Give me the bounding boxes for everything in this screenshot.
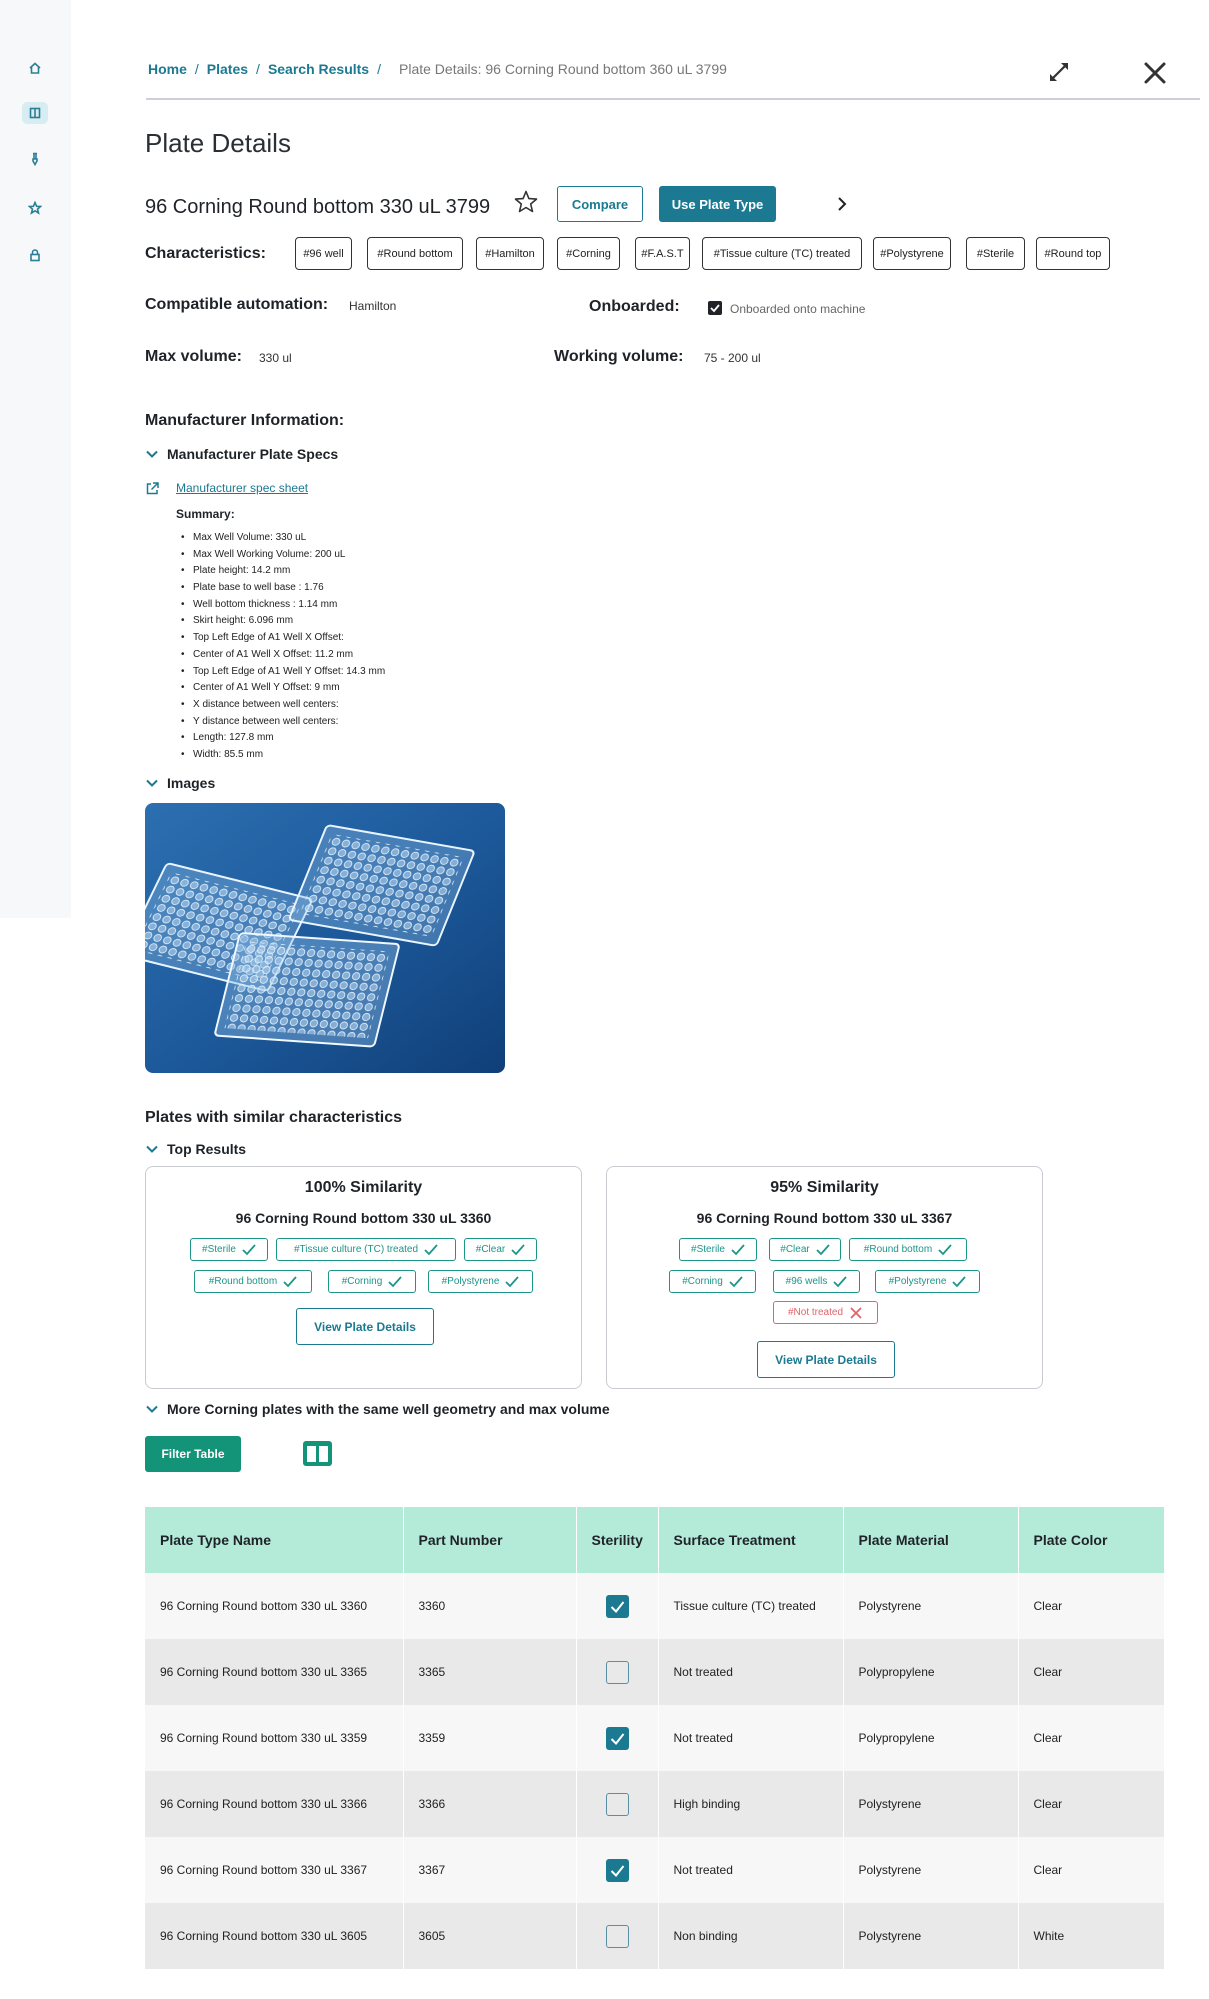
- check-icon: [242, 1244, 256, 1256]
- check-icon: [505, 1276, 519, 1288]
- characteristic-tag[interactable]: #Sterile: [966, 237, 1025, 270]
- column-header-plate-color[interactable]: Plate Color: [1018, 1507, 1165, 1573]
- cell-sterility: [576, 1837, 658, 1903]
- match-tag: [875, 1270, 980, 1293]
- cell-plate-name: 96 Corning Round bottom 330 uL 3365: [145, 1639, 403, 1705]
- sterility-checkbox[interactable]: [606, 1595, 629, 1618]
- match-tag: [276, 1238, 456, 1261]
- chevron-right-icon[interactable]: [833, 195, 851, 213]
- cell-part-number: 3367: [403, 1837, 576, 1903]
- columns-view-icon[interactable]: [302, 1440, 333, 1467]
- sterility-checkbox[interactable]: [606, 1925, 629, 1948]
- breadcrumb-separator: /: [377, 61, 381, 77]
- onboarded-value: Onboarded onto machine: [730, 302, 866, 316]
- external-link-icon: [145, 481, 160, 496]
- compatible-automation-value: Hamilton: [349, 299, 397, 313]
- match-tag-label: #Polystyrene: [888, 1276, 947, 1287]
- cell-surface-treatment: Tissue culture (TC) treated: [658, 1573, 843, 1639]
- cell-plate-color: Clear: [1018, 1639, 1165, 1705]
- summary-item: • Max Well Working Volume: 200 uL: [181, 547, 385, 564]
- compare-button[interactable]: Compare: [557, 186, 643, 222]
- manufacturer-specs-label: Manufacturer Plate Specs: [167, 446, 339, 462]
- use-plate-type-button[interactable]: Use Plate Type: [659, 186, 776, 222]
- cell-plate-name: 96 Corning Round bottom 330 uL 3359: [145, 1705, 403, 1771]
- cell-part-number: 3366: [403, 1771, 576, 1837]
- cell-plate-color: Clear: [1018, 1837, 1165, 1903]
- cell-plate-color: Clear: [1018, 1705, 1165, 1771]
- cell-plate-material: Polypropylene: [843, 1705, 1018, 1771]
- mismatch-tag-label: #Not treated: [787, 1307, 844, 1318]
- summary-title: Summary:: [176, 507, 235, 521]
- chevron-down-icon: [145, 447, 159, 461]
- summary-item: • X distance between well centers:: [181, 697, 385, 714]
- table-row[interactable]: [145, 1837, 1165, 1903]
- breadcrumb-search-results[interactable]: Search Results: [267, 61, 370, 77]
- match-tag: [190, 1238, 268, 1261]
- characteristics-label: Characteristics:: [145, 245, 266, 262]
- check-icon: [731, 1244, 745, 1256]
- table-row[interactable]: [145, 1705, 1165, 1771]
- summary-item: • Plate base to well base : 1.76: [181, 580, 385, 597]
- check-icon: [388, 1276, 402, 1288]
- sterility-checkbox[interactable]: [606, 1793, 629, 1816]
- onboarded-checkbox[interactable]: [708, 301, 722, 315]
- pipette-icon[interactable]: [22, 148, 48, 170]
- lock-icon[interactable]: [22, 244, 48, 266]
- chevron-down-icon: [145, 1402, 159, 1416]
- manufacturer-specs-toggle[interactable]: [145, 446, 338, 462]
- mismatch-tag: [773, 1301, 878, 1324]
- sterility-checkbox[interactable]: [606, 1661, 629, 1684]
- breadcrumb-separator: /: [194, 61, 199, 77]
- breadcrumb-plates[interactable]: Plates: [206, 61, 249, 77]
- similar-plate-name: 96 Corning Round bottom 330 uL 3360: [235, 1210, 492, 1226]
- cell-plate-material: Polystyrene: [843, 1771, 1018, 1837]
- home-icon[interactable]: [22, 57, 48, 79]
- close-icon[interactable]: [1142, 60, 1168, 86]
- match-tag: [194, 1270, 312, 1293]
- cell-sterility: [576, 1705, 658, 1771]
- characteristic-tag[interactable]: #Corning: [557, 237, 620, 270]
- top-results-toggle[interactable]: [145, 1141, 246, 1157]
- summary-item: • Plate height: 14.2 mm: [181, 563, 385, 580]
- cell-plate-material: Polystyrene: [843, 1573, 1018, 1639]
- similar-plate-card: [145, 1166, 582, 1389]
- summary-item: • Length: 127.8 mm: [181, 730, 385, 747]
- chevron-down-icon: [145, 1142, 159, 1156]
- summary-list: [181, 530, 385, 764]
- column-header-plate-material[interactable]: Plate Material: [843, 1507, 1018, 1573]
- summary-item: • Width: 85.5 mm: [181, 747, 385, 764]
- max-volume-value: 330 ul: [259, 351, 292, 365]
- plate-photo[interactable]: [145, 803, 505, 1073]
- sidebar: [0, 0, 71, 918]
- match-tag-label: #Round bottom: [208, 1276, 278, 1287]
- cell-plate-material: Polystyrene: [843, 1837, 1018, 1903]
- summary-item: • Top Left Edge of A1 Well Y Offset: 14.3 mm: [181, 664, 385, 681]
- cell-part-number: 3365: [403, 1639, 576, 1705]
- match-tag: [669, 1270, 756, 1293]
- column-header-surface-treatment[interactable]: Surface Treatment: [658, 1507, 843, 1573]
- match-tag: [773, 1270, 860, 1293]
- summary-item: • Center of A1 Well X Offset: 11.2 mm: [181, 647, 385, 664]
- cell-surface-treatment: High binding: [658, 1771, 843, 1837]
- column-header-part-number[interactable]: Part Number: [403, 1507, 576, 1573]
- cell-surface-treatment: Not treated: [658, 1639, 843, 1705]
- compatible-automation-label: Compatible automation:: [145, 296, 329, 313]
- cell-sterility: [576, 1573, 658, 1639]
- check-icon: [283, 1276, 297, 1288]
- top-results-label: Top Results: [167, 1141, 247, 1157]
- match-tag: [464, 1238, 537, 1261]
- max-volume-label: Max volume:: [145, 348, 242, 365]
- match-tag-label: #Tissue culture (TC) treated: [293, 1244, 419, 1255]
- match-tag-label: #Round bottom: [863, 1244, 933, 1255]
- match-tag-label: #Corning: [341, 1276, 383, 1287]
- match-tag: [428, 1270, 533, 1293]
- characteristic-tag[interactable]: #96 well: [295, 237, 352, 270]
- favorites-icon[interactable]: [22, 197, 48, 219]
- images-toggle[interactable]: [145, 775, 215, 791]
- cell-plate-name: 96 Corning Round bottom 330 uL 3366: [145, 1771, 403, 1837]
- x-icon: [849, 1307, 863, 1319]
- cell-plate-color: Clear: [1018, 1771, 1165, 1837]
- similarity-score: 100% Similarity: [304, 1179, 423, 1196]
- characteristic-tag[interactable]: #Hamilton: [476, 237, 544, 270]
- more-corning-plates-label: More Corning plates with the same well geometry and max volume: [167, 1401, 610, 1417]
- view-plate-details-button[interactable]: View Plate Details: [757, 1341, 895, 1378]
- check-icon: [952, 1276, 966, 1288]
- manufacturer-info-title: Manufacturer Information:: [145, 412, 345, 429]
- cell-sterility: [576, 1639, 658, 1705]
- similar-plate-name: 96 Corning Round bottom 330 uL 3367: [696, 1210, 953, 1226]
- plate-name: 96 Corning Round bottom 330 uL 3799: [145, 196, 491, 218]
- match-tag: [679, 1238, 757, 1261]
- cell-plate-material: Polystyrene: [843, 1903, 1018, 1969]
- characteristic-tag[interactable]: #F.A.S.T: [635, 237, 690, 270]
- onboarded-label: Onboarded:: [589, 298, 680, 315]
- match-tag: [769, 1238, 841, 1261]
- match-tag: [849, 1238, 967, 1261]
- images-label: Images: [167, 775, 216, 791]
- plates-icon[interactable]: [22, 102, 48, 124]
- breadcrumb: [148, 61, 727, 77]
- table-row[interactable]: [145, 1771, 1165, 1837]
- cell-plate-name: 96 Corning Round bottom 330 uL 3360: [145, 1573, 403, 1639]
- page-title: Plate Details: [145, 128, 291, 158]
- table-row[interactable]: [145, 1573, 1165, 1639]
- cell-surface-treatment: Not treated: [658, 1837, 843, 1903]
- filter-table-button[interactable]: Filter Table: [145, 1436, 241, 1472]
- cell-plate-name: 96 Corning Round bottom 330 uL 3367: [145, 1837, 403, 1903]
- match-tag-label: #96 wells: [785, 1276, 828, 1287]
- check-icon: [511, 1244, 525, 1256]
- check-icon: [833, 1276, 847, 1288]
- match-tag-label: #Polystyrene: [441, 1276, 500, 1287]
- characteristic-tag[interactable]: #Round top: [1036, 237, 1110, 270]
- cell-surface-treatment: Not treated: [658, 1705, 843, 1771]
- manufacturer-spec-link[interactable]: Manufacturer spec sheet: [176, 481, 309, 495]
- cell-plate-color: Clear: [1018, 1573, 1165, 1639]
- sterility-checkbox[interactable]: [606, 1727, 629, 1750]
- cell-part-number: 3359: [403, 1705, 576, 1771]
- match-tag-label: #Corning: [682, 1276, 723, 1287]
- check-icon: [816, 1244, 830, 1256]
- cell-plate-color: White: [1018, 1903, 1165, 1969]
- breadcrumb-current: Plate Details: 96 Corning Round bottom 360 uL 3799: [399, 61, 727, 77]
- favorite-star-icon[interactable]: [513, 189, 539, 215]
- summary-item: • Top Left Edge of A1 Well X Offset:: [181, 630, 385, 647]
- sterility-checkbox[interactable]: [606, 1859, 629, 1882]
- table-row[interactable]: [145, 1903, 1165, 1969]
- summary-item: • Max Well Volume: 330 uL: [181, 530, 385, 547]
- chevron-down-icon: [145, 776, 159, 790]
- working-volume-label: Working volume:: [554, 348, 684, 365]
- similar-plates-title: Plates with similar characteristics: [145, 1109, 403, 1126]
- breadcrumb-separator: /: [256, 61, 260, 77]
- plates-table: [145, 1507, 1165, 1969]
- breadcrumb-home[interactable]: Home: [148, 61, 187, 77]
- check-icon: [938, 1244, 952, 1256]
- check-icon: [424, 1244, 438, 1256]
- table-row[interactable]: [145, 1639, 1165, 1705]
- view-plate-details-button[interactable]: View Plate Details: [296, 1308, 434, 1345]
- summary-item: • Center of A1 Well Y Offset: 9 mm: [181, 680, 385, 697]
- column-header-sterility[interactable]: Sterility: [576, 1507, 658, 1573]
- similarity-score: 95% Similarity: [770, 1179, 879, 1196]
- summary-item: • Well bottom thickness : 1.14 mm: [181, 597, 385, 614]
- similar-plate-card: [606, 1166, 1043, 1389]
- characteristic-tag[interactable]: #Round bottom: [367, 237, 463, 270]
- match-tag-label: #Clear: [780, 1244, 810, 1255]
- header-divider: [146, 98, 1200, 100]
- cell-plate-name: 96 Corning Round bottom 330 uL 3605: [145, 1903, 403, 1969]
- cell-part-number: 3360: [403, 1573, 576, 1639]
- match-tag-label: #Sterile: [202, 1244, 236, 1255]
- cell-sterility: [576, 1903, 658, 1969]
- match-tag: [328, 1270, 416, 1293]
- cell-surface-treatment: Non binding: [658, 1903, 843, 1969]
- cell-plate-material: Polypropylene: [843, 1639, 1018, 1705]
- expand-icon[interactable]: [1047, 60, 1071, 84]
- check-icon: [729, 1276, 743, 1288]
- table-header-row: [145, 1507, 1165, 1573]
- match-tag-label: #Sterile: [691, 1244, 725, 1255]
- working-volume-value: 75 - 200 ul: [704, 351, 761, 365]
- characteristic-tag[interactable]: #Tissue culture (TC) treated: [702, 237, 862, 270]
- cell-sterility: [576, 1771, 658, 1837]
- column-header-plate-type-name[interactable]: Plate Type Name: [145, 1507, 403, 1573]
- characteristic-tag[interactable]: #Polystyrene: [873, 237, 951, 270]
- more-corning-plates-toggle[interactable]: [145, 1401, 610, 1417]
- cell-part-number: 3605: [403, 1903, 576, 1969]
- summary-item: • Y distance between well centers:: [181, 714, 385, 731]
- match-tag-label: #Clear: [475, 1244, 506, 1255]
- summary-item: • Skirt height: 6.096 mm: [181, 613, 385, 630]
